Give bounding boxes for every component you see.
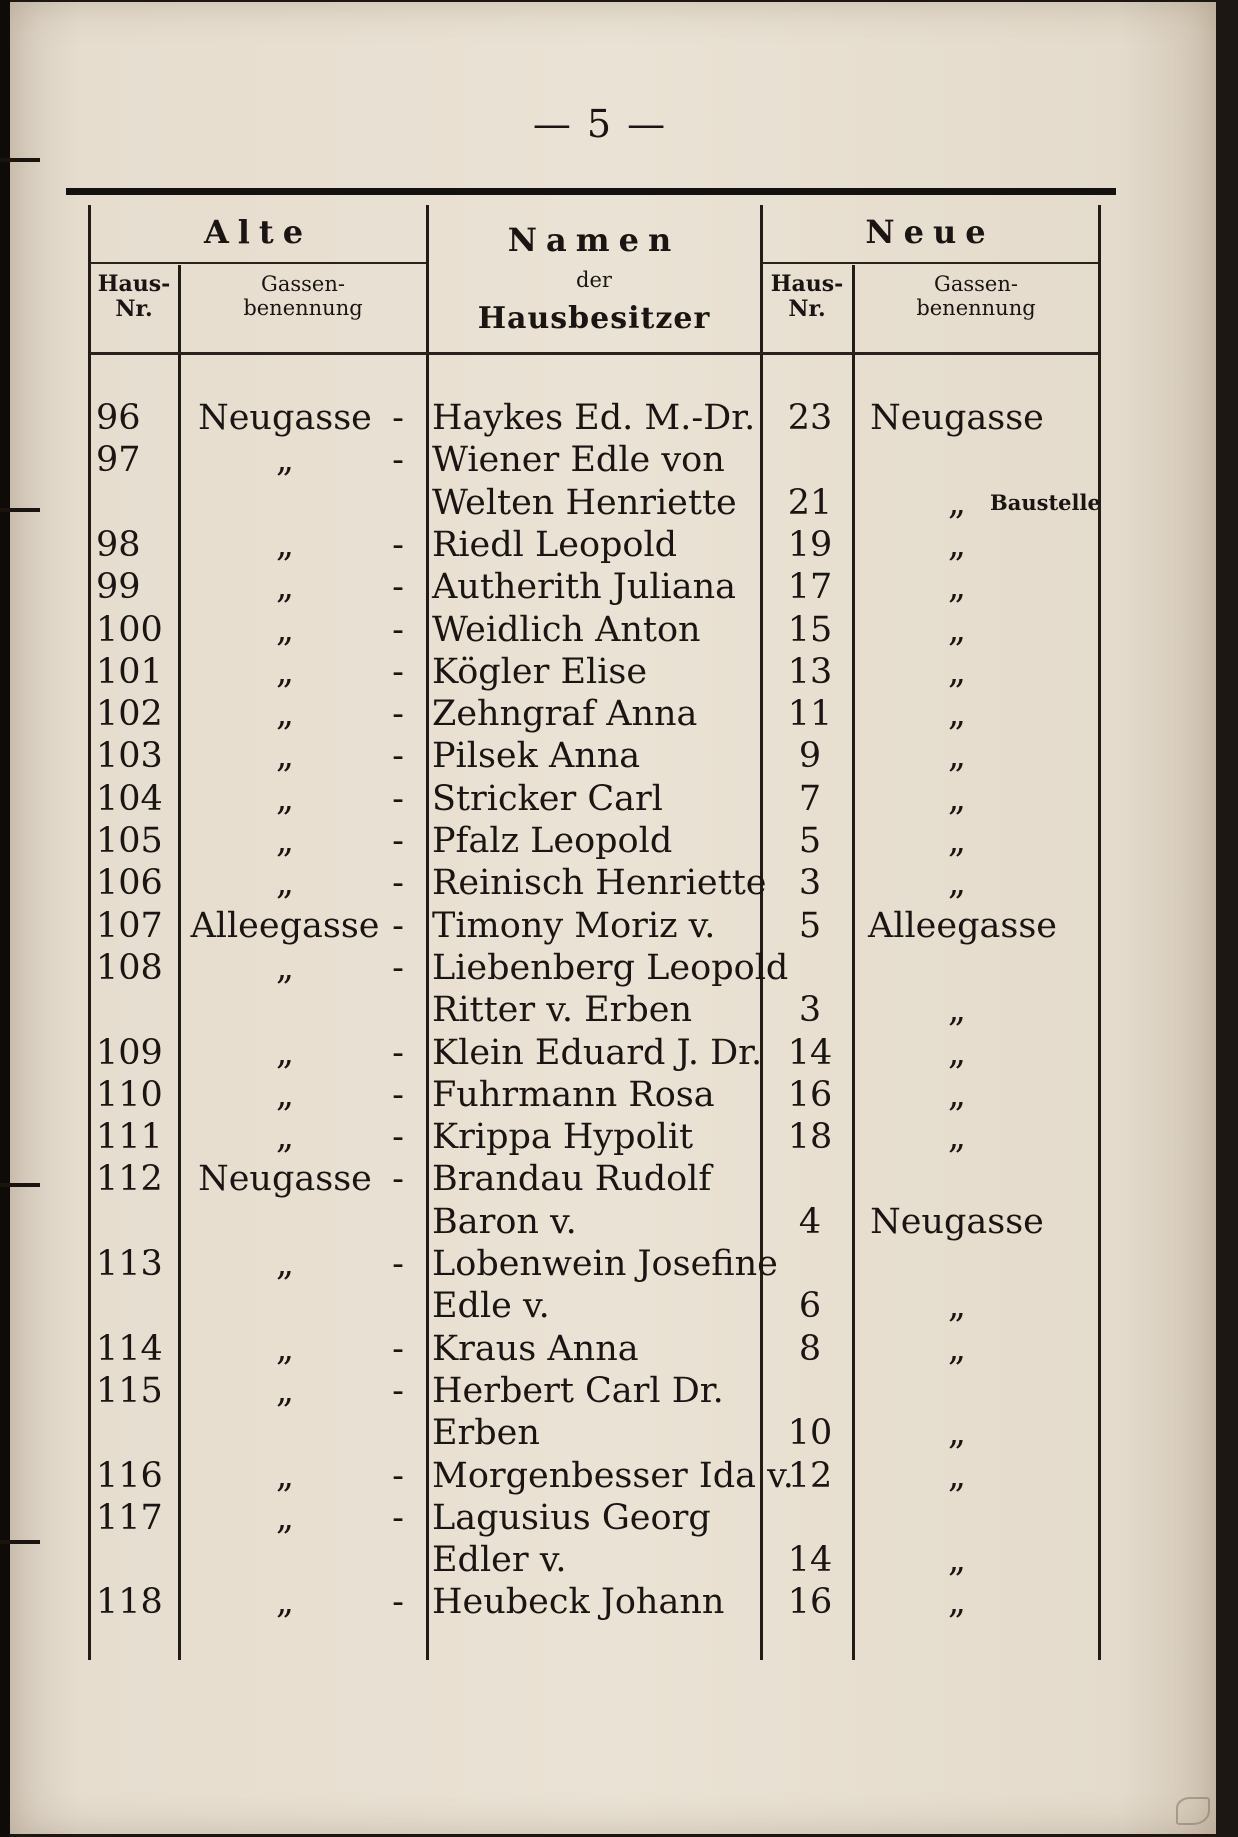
binding-stitch xyxy=(0,1183,40,1187)
separator-dash xyxy=(386,482,410,524)
header-bottom-rule xyxy=(90,352,1098,355)
separator-dash: - xyxy=(392,1370,404,1411)
old-house-nr: 112 xyxy=(96,1159,163,1200)
old-house-nr xyxy=(96,1412,176,1454)
row-note xyxy=(990,1412,1100,1454)
new-house-nr: 14 xyxy=(787,1032,833,1073)
new-street: „ xyxy=(947,1455,967,1496)
row-note xyxy=(990,1116,1100,1158)
separator-dash xyxy=(386,989,410,1031)
old-house-nr: 102 xyxy=(96,694,163,735)
separator-dash: - xyxy=(392,440,404,481)
owner-name: Reinisch Henriette xyxy=(432,863,767,904)
owner-name: Haykes Ed. M.-Dr. xyxy=(432,398,756,438)
old-house-nr: 114 xyxy=(96,1328,163,1369)
row-note xyxy=(990,1243,1100,1285)
old-street xyxy=(185,1201,385,1243)
new-house-nr: 11 xyxy=(787,694,833,735)
new-street: „ xyxy=(947,1328,967,1369)
old-house-nr: 109 xyxy=(96,1032,163,1073)
column-divider xyxy=(426,205,429,1660)
old-house-nr: 113 xyxy=(96,1244,163,1284)
binding-stitch xyxy=(0,1540,40,1544)
page-number: — 5 — xyxy=(532,102,668,146)
old-street xyxy=(185,482,385,524)
new-street: „ xyxy=(947,1286,967,1327)
row-note xyxy=(990,1370,1100,1412)
new-street: „ xyxy=(947,990,967,1031)
binding-stitch xyxy=(0,508,40,512)
old-house-nr xyxy=(96,482,176,524)
new-street: Neugasse xyxy=(870,1201,1044,1242)
old-house-nr: 106 xyxy=(96,863,163,904)
header-old-group: Alte xyxy=(203,213,313,251)
owner-name: Liebenberg Leopold xyxy=(432,947,789,988)
row-note xyxy=(990,1455,1100,1497)
row-note xyxy=(990,1032,1100,1074)
row-note xyxy=(990,693,1100,735)
new-house-nr: 23 xyxy=(787,398,833,438)
new-house-nr: 18 xyxy=(787,1117,833,1158)
row-note xyxy=(990,1285,1100,1327)
header-old-house-nr: Haus- Nr. xyxy=(97,271,171,323)
old-street: „ xyxy=(275,821,295,861)
row-note xyxy=(990,439,1100,481)
old-street: „ xyxy=(275,1244,295,1284)
new-street: „ xyxy=(947,736,967,777)
owner-name: Kraus Anna xyxy=(432,1328,639,1369)
row-note xyxy=(990,566,1100,608)
separator-dash: - xyxy=(392,1328,404,1369)
old-street: „ xyxy=(275,736,295,777)
owner-name: Brandau Rudolf xyxy=(432,1159,712,1200)
owner-name: Baron v. xyxy=(432,1201,577,1242)
owner-name: Edle v. xyxy=(432,1286,550,1327)
new-house-nr: 13 xyxy=(787,651,833,692)
old-house-nr xyxy=(96,1201,176,1243)
new-house-nr: 5 xyxy=(798,905,822,946)
new-street: „ xyxy=(947,1413,967,1454)
old-street: „ xyxy=(275,609,295,650)
row-note xyxy=(990,905,1100,947)
old-street: „ xyxy=(275,1074,295,1115)
owner-name: Morgenbesser Ida v. xyxy=(432,1455,794,1496)
separator-dash xyxy=(386,1539,410,1581)
new-street: „ xyxy=(947,651,967,692)
row-note xyxy=(990,397,1100,439)
new-house-nr: 3 xyxy=(798,990,822,1031)
table-border-left xyxy=(88,205,91,1660)
owner-name: Edler v. xyxy=(432,1540,567,1581)
old-street: „ xyxy=(275,1328,295,1369)
old-house-nr: 97 xyxy=(96,440,141,481)
separator-dash: - xyxy=(392,694,404,735)
owner-name: Riedl Leopold xyxy=(432,524,678,565)
row-note xyxy=(990,947,1100,989)
header-names-title: Namen xyxy=(507,221,681,259)
old-house-nr xyxy=(96,989,176,1031)
new-house-nr xyxy=(770,1158,850,1200)
separator-dash: - xyxy=(392,1032,404,1073)
separator-dash: - xyxy=(392,821,404,861)
separator-dash: - xyxy=(392,778,404,819)
old-street: „ xyxy=(275,1117,295,1158)
page-corner-mark xyxy=(1176,1797,1210,1825)
new-house-nr: 6 xyxy=(798,1286,822,1327)
old-street: „ xyxy=(275,440,295,481)
old-street: „ xyxy=(275,1455,295,1496)
row-note xyxy=(990,1581,1100,1623)
old-street: „ xyxy=(275,863,295,904)
owner-name: Zehngraf Anna xyxy=(432,694,698,735)
separator-dash: - xyxy=(392,651,404,692)
old-street: Neugasse xyxy=(198,1159,372,1200)
separator-dash: - xyxy=(392,1159,404,1200)
header-names-der: der xyxy=(576,268,612,292)
row-note xyxy=(990,862,1100,904)
owner-name: Ritter v. Erben xyxy=(432,990,693,1031)
old-street: „ xyxy=(275,778,295,819)
new-street: Alleegasse xyxy=(868,905,1057,946)
old-house-nr: 107 xyxy=(96,905,163,946)
owner-name: Fuhrmann Rosa xyxy=(432,1074,715,1115)
old-street xyxy=(185,989,385,1031)
new-house-nr: 8 xyxy=(798,1328,822,1369)
old-street xyxy=(185,1539,385,1581)
old-street xyxy=(185,1285,385,1327)
old-house-nr: 101 xyxy=(96,651,163,692)
owner-name: Stricker Carl xyxy=(432,778,663,819)
separator-dash: - xyxy=(392,1582,404,1623)
new-street: Neugasse xyxy=(870,398,1044,438)
old-house-nr: 108 xyxy=(96,947,163,988)
separator-dash: - xyxy=(392,567,404,608)
separator-dash: - xyxy=(392,1074,404,1115)
header-new-street: Gassen- benennung xyxy=(916,272,1036,321)
row-note xyxy=(990,1328,1100,1370)
header-new-house-nr: Haus- Nr. xyxy=(770,271,844,323)
owner-name: Lagusius Georg xyxy=(432,1497,711,1538)
new-house-nr xyxy=(770,1497,850,1539)
row-note xyxy=(990,524,1100,566)
separator-dash: - xyxy=(392,398,404,438)
owner-name: Lobenwein Josefine xyxy=(432,1244,778,1284)
new-street: „ xyxy=(947,778,967,819)
old-house-nr: 118 xyxy=(96,1582,163,1623)
separator-dash: - xyxy=(392,905,404,946)
old-house-nr xyxy=(96,1539,176,1581)
new-house-nr xyxy=(770,1370,850,1412)
row-note xyxy=(990,989,1100,1031)
owner-name: Timony Moriz v. xyxy=(432,905,716,946)
new-house-nr xyxy=(770,1243,850,1285)
owner-name: Pilsek Anna xyxy=(432,736,641,777)
row-note xyxy=(990,1201,1100,1243)
old-street: „ xyxy=(275,947,295,988)
owner-name: Erben xyxy=(432,1413,540,1454)
new-house-nr: 9 xyxy=(798,736,822,777)
row-note xyxy=(990,1539,1100,1581)
new-street: „ xyxy=(947,1032,967,1073)
separator-dash xyxy=(386,1412,410,1454)
old-house-nr: 104 xyxy=(96,778,163,819)
separator-dash: - xyxy=(392,1455,404,1496)
old-street: „ xyxy=(275,651,295,692)
owner-name: Pfalz Leopold xyxy=(432,821,673,861)
old-street xyxy=(185,1412,385,1454)
header-names-sub: Hausbesitzer xyxy=(477,301,711,336)
separator-dash: - xyxy=(392,609,404,650)
old-street: „ xyxy=(275,524,295,565)
new-street: „ xyxy=(947,567,967,608)
new-house-nr: 3 xyxy=(798,863,822,904)
row-note xyxy=(990,1497,1100,1539)
separator-dash: - xyxy=(392,1244,404,1284)
new-house-nr: 16 xyxy=(787,1582,833,1623)
header-old-street: Gassen- benennung xyxy=(243,272,363,321)
header-new-group: Neue xyxy=(865,213,995,251)
new-house-nr: 10 xyxy=(787,1413,833,1454)
old-street: „ xyxy=(275,567,295,608)
owner-name: Herbert Carl Dr. xyxy=(432,1370,724,1411)
old-house-nr: 115 xyxy=(96,1370,163,1411)
new-street: „ xyxy=(947,524,967,565)
old-house-nr xyxy=(96,1285,176,1327)
new-street: „ xyxy=(947,863,967,904)
new-house-nr: 17 xyxy=(787,567,833,608)
new-house-nr: 16 xyxy=(787,1074,833,1115)
owner-name: Klein Eduard J. Dr. xyxy=(432,1032,763,1073)
book-binding xyxy=(0,0,10,1837)
new-house-nr xyxy=(770,439,850,481)
row-note: Baustelle xyxy=(990,489,1101,515)
new-house-nr: 7 xyxy=(798,778,822,819)
separator-dash: - xyxy=(392,736,404,777)
old-street: Alleegasse xyxy=(190,905,380,946)
old-house-nr: 110 xyxy=(96,1074,163,1115)
row-note xyxy=(990,1074,1100,1116)
new-street: „ xyxy=(947,609,967,650)
new-house-nr: 4 xyxy=(798,1201,822,1242)
owner-name: Weidlich Anton xyxy=(432,609,701,650)
old-house-nr: 98 xyxy=(96,524,141,565)
separator-dash xyxy=(386,1285,410,1327)
old-house-nr: 116 xyxy=(96,1455,163,1496)
table-top-rule xyxy=(66,188,1116,195)
old-street: „ xyxy=(275,1370,295,1411)
old-street: „ xyxy=(275,1582,295,1623)
owner-name: Autherith Juliana xyxy=(432,567,737,608)
column-divider xyxy=(852,265,855,1660)
separator-dash xyxy=(386,1201,410,1243)
new-house-nr: 15 xyxy=(787,609,833,650)
new-street: „ xyxy=(947,1540,967,1581)
new-house-nr: 19 xyxy=(787,524,833,565)
old-house-nr: 117 xyxy=(96,1497,163,1538)
new-street: „ xyxy=(947,821,967,861)
old-street: „ xyxy=(275,1497,295,1538)
header-divider xyxy=(90,262,426,264)
row-note xyxy=(990,735,1100,777)
new-house-nr: 12 xyxy=(787,1455,833,1496)
header-divider xyxy=(762,262,1098,264)
row-note xyxy=(990,820,1100,862)
old-house-nr: 100 xyxy=(96,609,163,650)
old-house-nr: 96 xyxy=(96,398,141,438)
new-street: „ xyxy=(947,1074,967,1115)
old-street: Neugasse xyxy=(198,398,372,438)
new-street: „ xyxy=(947,694,967,735)
old-house-nr: 103 xyxy=(96,736,163,777)
row-note xyxy=(990,778,1100,820)
separator-dash: - xyxy=(392,863,404,904)
old-house-nr: 105 xyxy=(96,821,163,861)
new-street: „ xyxy=(947,1117,967,1158)
new-house-nr: 14 xyxy=(787,1540,833,1581)
owner-name: Krippa Hypolit xyxy=(432,1117,694,1158)
owner-name: Wiener Edle von xyxy=(432,440,725,481)
column-divider xyxy=(178,265,181,1660)
row-note xyxy=(990,1158,1100,1200)
old-house-nr: 111 xyxy=(96,1117,163,1158)
separator-dash: - xyxy=(392,1117,404,1158)
old-house-nr: 99 xyxy=(96,567,141,608)
row-note xyxy=(990,651,1100,693)
separator-dash: - xyxy=(392,524,404,565)
new-house-nr: 5 xyxy=(798,821,822,861)
old-street: „ xyxy=(275,694,295,735)
new-house-nr xyxy=(770,947,850,989)
new-house-nr: 21 xyxy=(787,482,833,523)
owner-name: Welten Henriette xyxy=(432,482,737,523)
new-street: „ xyxy=(947,1582,967,1623)
owner-name: Kögler Elise xyxy=(432,651,648,692)
separator-dash: - xyxy=(392,1497,404,1538)
binding-stitch xyxy=(0,158,40,162)
old-street: „ xyxy=(275,1032,295,1073)
row-note xyxy=(990,609,1100,651)
owner-name: Heubeck Johann xyxy=(432,1582,725,1623)
new-street: „ xyxy=(947,482,967,523)
separator-dash: - xyxy=(392,947,404,988)
